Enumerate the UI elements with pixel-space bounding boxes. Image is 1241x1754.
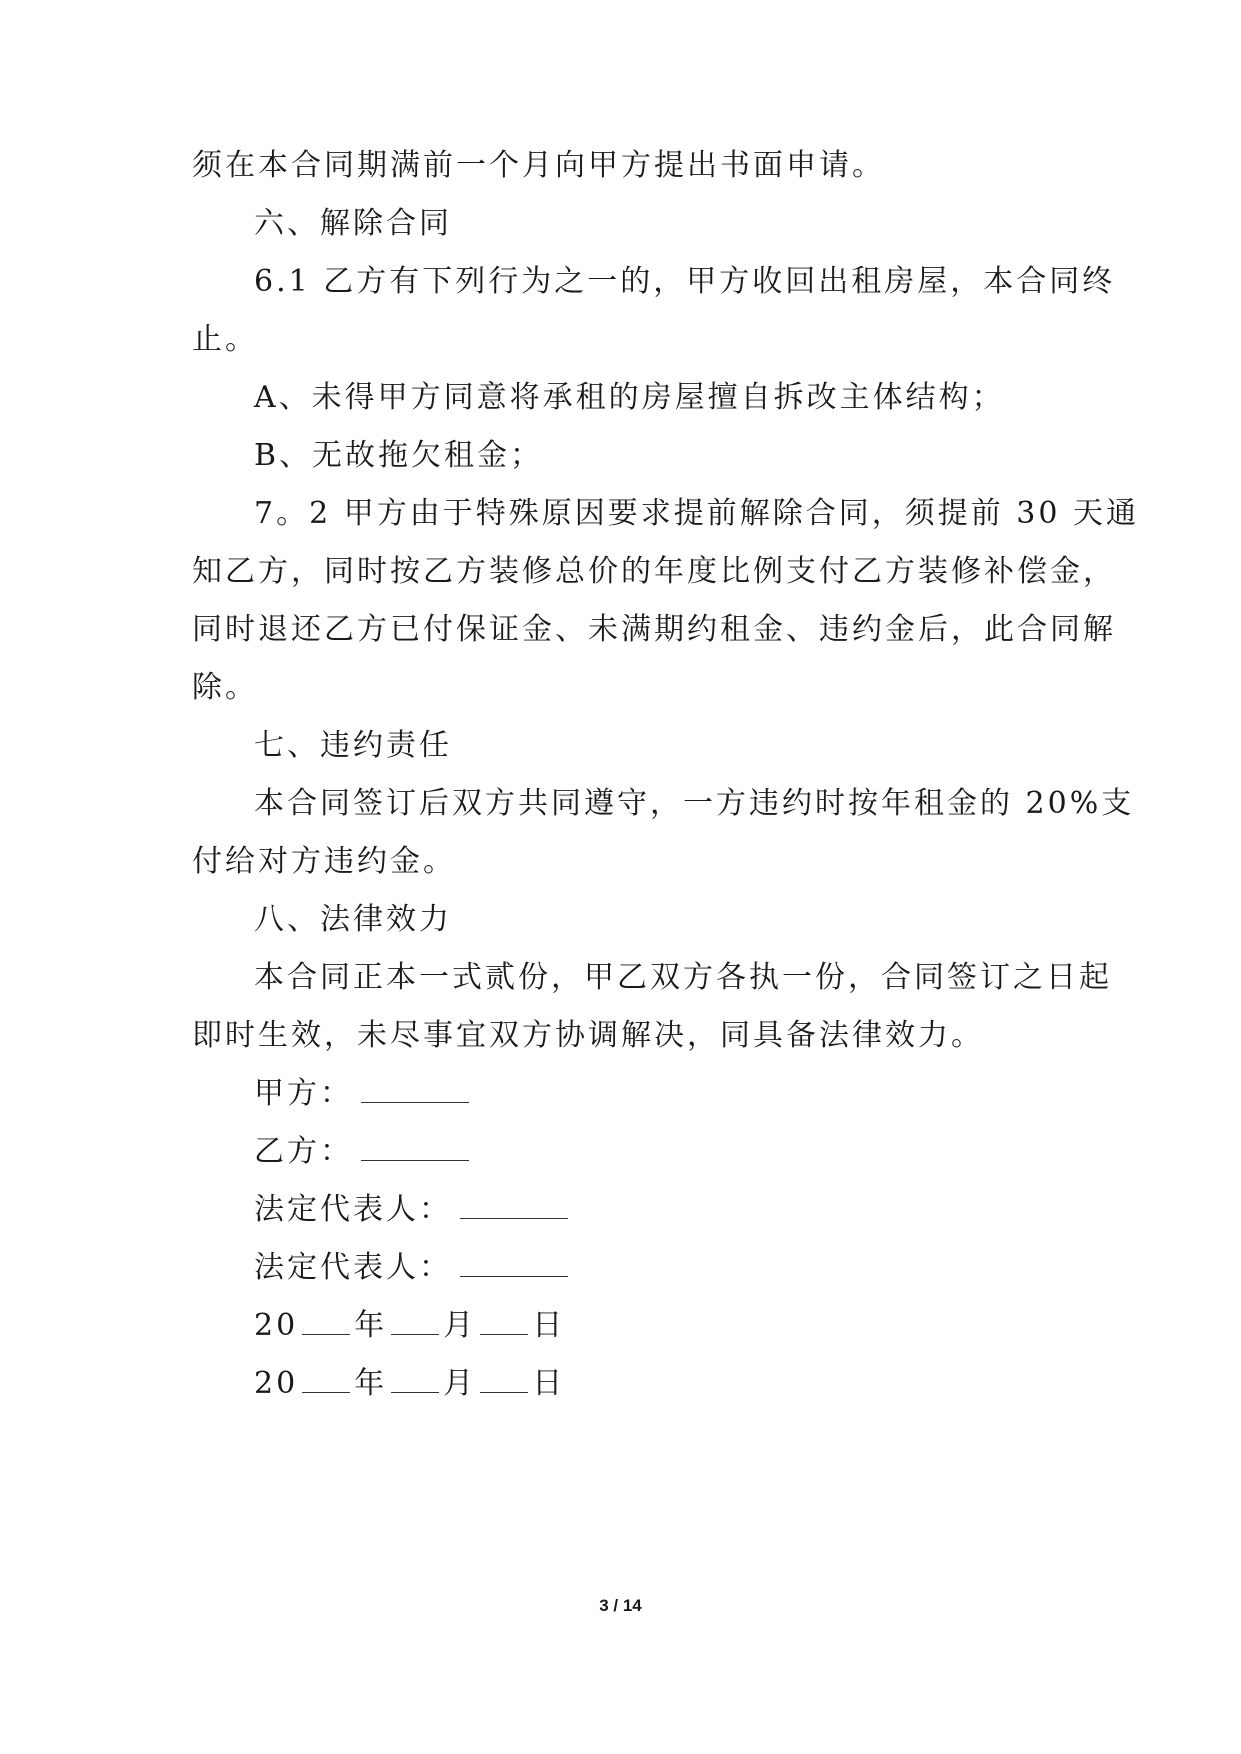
year-label: 年 xyxy=(354,1366,388,1401)
signature-label: 乙方： xyxy=(254,1134,353,1169)
paragraph-line: 除。 xyxy=(192,670,258,705)
signature-blank xyxy=(361,1076,469,1103)
year-blank xyxy=(302,1308,350,1335)
signature-label: 法定代表人： xyxy=(254,1250,452,1285)
paragraph-line: 即时生效，未尽事宜双方协调解决，同具备法律效力。 xyxy=(192,1018,984,1053)
day-label: 日 xyxy=(532,1308,566,1343)
section-heading: 七、违约责任 xyxy=(254,728,452,763)
paragraph-line: 本合同签订后双方共同遵守，一方违约时按年租金的 20%支 xyxy=(254,786,1135,821)
date-line-2 xyxy=(254,1364,565,1404)
section-heading: 八、法律效力 xyxy=(254,902,452,937)
signature-blank xyxy=(460,1250,568,1277)
paragraph-line: 7。2 甲方由于特殊原因要求提前解除合同，须提前 30 天通 xyxy=(254,496,1139,531)
signature-party-a xyxy=(254,1074,469,1114)
date-prefix: 20 xyxy=(254,1366,299,1401)
signature-label: 甲方： xyxy=(254,1076,353,1111)
year-blank xyxy=(302,1366,350,1393)
month-blank xyxy=(391,1366,439,1393)
list-item: B、无故拖欠租金； xyxy=(254,438,544,473)
signature-representative-1 xyxy=(254,1190,568,1230)
month-blank xyxy=(391,1308,439,1335)
day-blank xyxy=(480,1366,528,1393)
page-number: 3 / 14 xyxy=(599,1596,642,1615)
paragraph-line: 本合同正本一式贰份，甲乙双方各执一份，合同签订之日起 xyxy=(254,960,1112,995)
year-label: 年 xyxy=(354,1308,388,1343)
date-prefix: 20 xyxy=(254,1308,299,1343)
date-line-1 xyxy=(254,1306,565,1346)
day-label: 日 xyxy=(532,1366,566,1401)
signature-blank xyxy=(460,1192,568,1219)
signature-blank xyxy=(361,1134,469,1161)
month-label: 月 xyxy=(443,1308,477,1343)
paragraph-line: 止。 xyxy=(192,322,258,357)
paragraph-line: 须在本合同期满前一个月向甲方提出书面申请。 xyxy=(192,148,885,183)
signature-party-b xyxy=(254,1132,469,1172)
month-label: 月 xyxy=(443,1366,477,1401)
paragraph-line: 6.1 乙方有下列行为之一的，甲方收回出租房屋，本合同终 xyxy=(254,264,1116,299)
paragraph-line: 知乙方，同时按乙方装修总价的年度比例支付乙方装修补偿金， xyxy=(192,554,1116,589)
day-blank xyxy=(480,1308,528,1335)
signature-representative-2 xyxy=(254,1248,568,1288)
list-item: A、未得甲方同意将承租的房屋擅自拆改主体结构； xyxy=(254,380,1005,415)
section-heading: 六、解除合同 xyxy=(254,206,452,241)
signature-label: 法定代表人： xyxy=(254,1192,452,1227)
paragraph-line: 同时退还乙方已付保证金、未满期约租金、违约金后，此合同解 xyxy=(192,612,1116,647)
paragraph-line: 付给对方违约金。 xyxy=(192,844,456,879)
